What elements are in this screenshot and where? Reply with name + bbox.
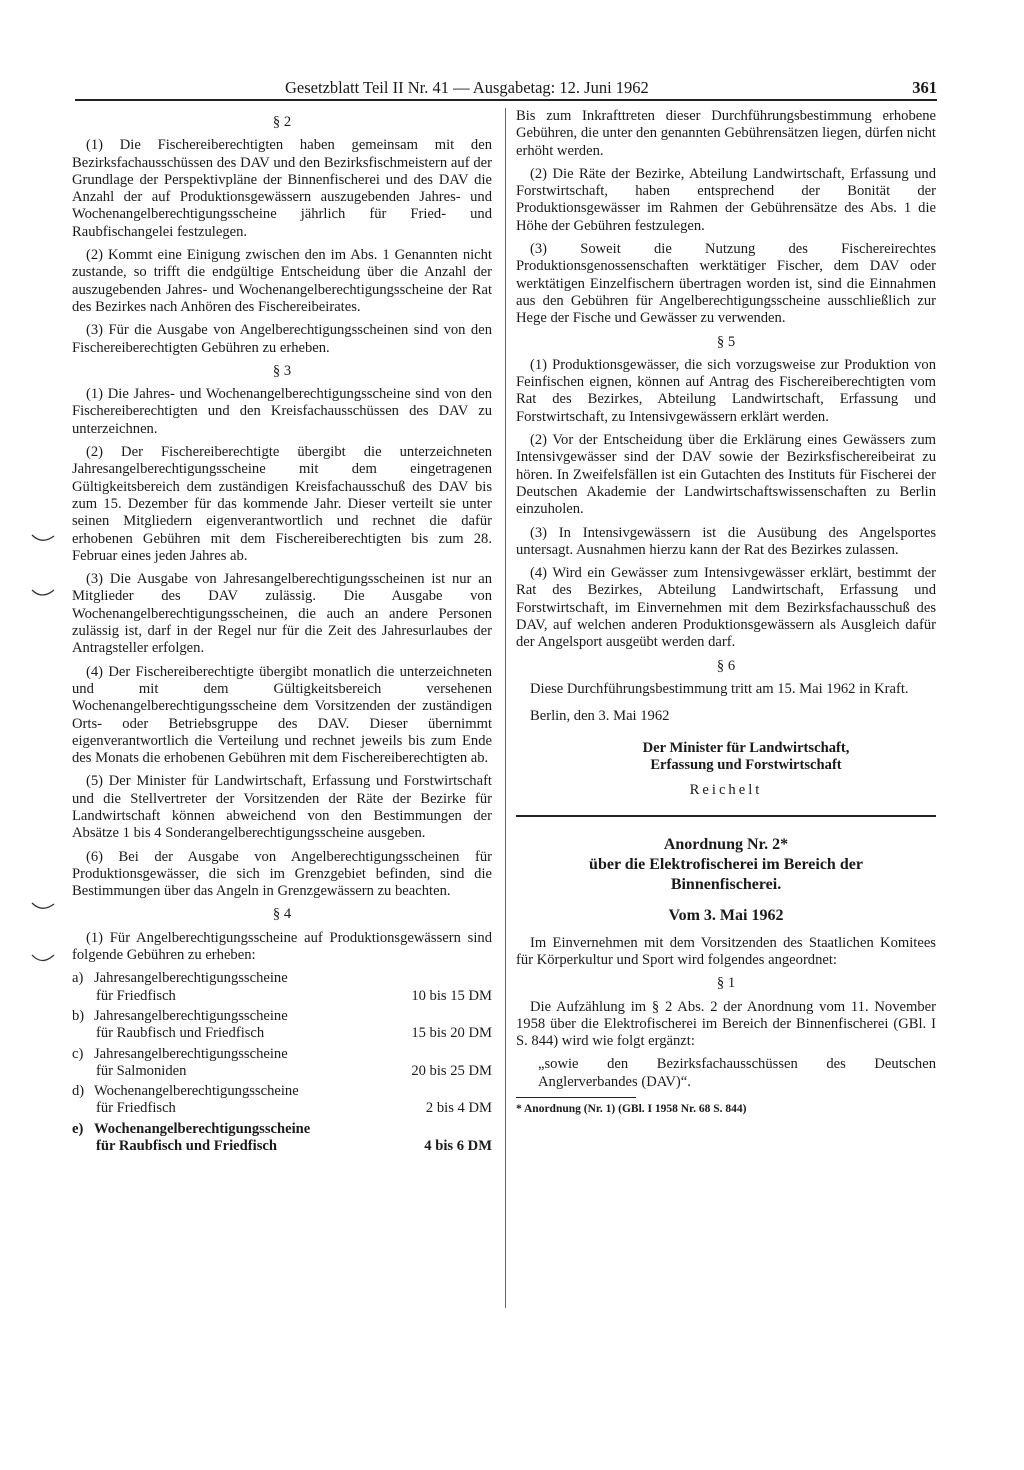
fee-line2: für Friedfisch: [96, 987, 176, 1004]
paragraph: (2) Die Räte der Bezirke, Abteilung Landwirtschaft, Erfassung und Forstwirtschaft, haben entsprechend der Bonität der Produktionsgewässer im Rahmen der Gebührensätze des Abs. 1 die Höhe der Gebühren festzulegen.: [516, 165, 936, 234]
margin-marks: [30, 0, 70, 1000]
fee-amount: 20 bis 25 DM: [411, 1062, 492, 1079]
paragraph: (2) Vor der Entscheidung über die Erklärung eines Gewässers zum Intensivgewässer sind der DAV sowie der Bezirksfischereibeirat zu hören. In Zweifelsfällen ist ein Gutachten des Instituts für Fischerei der Deutschen Akademie der Landwirtschaftswissenschaften zu Berlin einzuholen.: [516, 432, 936, 518]
paragraph: Im Einvernehmen mit dem Vorsitzenden des Staatlichen Komitees für Körperkultur und Sport wird folgendes angeordnet:: [516, 934, 936, 968]
section-rule: [516, 815, 936, 817]
section-heading-5: § 5: [716, 333, 736, 350]
fee-amount: 2 bis 4 DM: [425, 1100, 492, 1117]
paragraph: (1) Die Fischereiberechtigten haben gemeinsam mit den Bezirksfachausschüssen des DAV und den Bezirksfischmeistern auf der Grundlage der Perspektivpläne der Binnenfischerei und des DAV die Anzahl der auf Produktionsgewässern auszugebenden Jahres- und Wochenangelberechtigungsscheine jährlich für Fried- und Raubfischangelei festzulegen.: [72, 137, 492, 240]
margin-mark-3: [32, 903, 54, 908]
paragraph: (6) Bei der Ausgabe von Angelberechtigungsscheinen für Produktionsgewässer, die sich im Grenzgebiet befinden, sind die Bestimmungen über das Angeln in Grenzgewässern zu beachten.: [72, 848, 492, 900]
signature-org-line1: Der Minister für Landwirtschaft,: [642, 739, 850, 756]
fee-line1: Jahresangelberechtigungsscheine: [94, 1045, 288, 1062]
paragraph: (3) Für die Ausgabe von Angelberechtigungsscheinen sind von den Fischereiberechtigten Gebühren zu erheben.: [72, 322, 492, 356]
fee-item: [72, 970, 492, 1005]
paragraph: (3) Die Ausgabe von Jahresangelberechtigungsscheinen ist nur an Mitglieder des DAV zulässig. Die Ausgabe von Wochenangelberechtigungsscheinen, die auch an andere Personen zulässig ist, darf in der Regel nur für die Zeit des Jahresurlaubes der Antragsteller erfolgen.: [72, 571, 492, 657]
fee-amount: 4 bis 6 DM: [424, 1138, 492, 1155]
fee-item: [72, 1046, 492, 1081]
fee-letter: a): [72, 970, 84, 987]
fee-line1: Jahresangelberechtigungsscheine: [94, 970, 288, 987]
fee-line1: Wochenangelberechtigungsscheine: [94, 1083, 299, 1100]
paragraph: (1) Die Jahres- und Wochenangelberechtigungsscheine sind von den Fischereiberechtigten und den Kreisfachausschüssen des DAV zu unterzeichnen.: [72, 386, 492, 437]
footnote-rule: [516, 1097, 636, 1098]
fee-letter: e): [72, 1120, 84, 1137]
paragraph: (3) Soweit die Nutzung des Fischereirechtes Produktionsgenossenschaften werktätiger Fischer, dem DAV oder werktätigen Einzelfischern übertragen worden ist, sind die Einnahmen aus den Gebühren für Angelberechtigungsscheine ausschließlich zur Hege der Fische und Gewässer zu verwenden.: [516, 241, 936, 327]
paragraph: Diese Durchführungsbestimmung tritt am 15. Mai 1962 in Kraft.: [530, 680, 909, 697]
fee-line1: Wochenangelberechtigungsscheine: [94, 1120, 311, 1137]
fee-amount: 15 bis 20 DM: [411, 1025, 492, 1042]
signature-org-line2: Erfassung und Forstwirtschaft: [650, 756, 842, 773]
paragraph: (1) Produktionsgewässer, die sich vorzugsweise zur Produktion von Feinfischen eignen, können auf Antrag des Fischereiberechtigten vom Rat des Bezirkes, Abteilung Landwirtschaft, Erfassung und Forstwirtschaft, zu Intensivgewässern erklärt werden.: [516, 356, 936, 425]
fee-item: [72, 1121, 492, 1156]
paragraph: (2) Kommt eine Einigung zwischen den im Abs. 1 Genannten nicht zustande, so trifft die endgültige Entscheidung über die Anzahl der auszugebenden Jahres- und Wochenangelberechtigungsscheine der Rat des Bezirkes nach Anhören des Fischereibeirates.: [72, 247, 492, 315]
paragraph: (1) Für Angelberechtigungsscheine auf Produktionsgewässern sind folgende Gebühren zu erheben:: [72, 929, 492, 964]
margin-mark-2: [32, 590, 54, 595]
fee-line2: für Raubfisch und Friedfisch: [96, 1025, 265, 1042]
column-divider: [505, 108, 506, 1308]
ordinance-title-line3: Binnenfischerei.: [670, 876, 782, 894]
fee-line2: für Friedfisch: [96, 1100, 176, 1117]
fee-item: [72, 1008, 492, 1043]
ordinance-title-line2: über die Elektrofischerei im Bereich der: [589, 856, 863, 874]
page-number: 361: [912, 78, 937, 97]
paragraph-continued: Bis zum Inkrafttreten dieser Durchführungsbestimmung erhobene Gebühren, die unter den genannten Gebührensätzen liegen, dürfen nicht erhöht werden.: [516, 108, 936, 159]
date-line: Berlin, den 3. Mai 1962: [530, 708, 670, 725]
footnote: * Anordnung (Nr. 1) (GBl. I 1958 Nr. 68 S. 844): [516, 1103, 747, 1116]
header-title: Gesetzblatt Teil II Nr. 41 — Ausgabetag: 12. Juni 1962: [285, 78, 649, 97]
paragraph: (3) In Intensivgewässern ist die Ausübung des Angelsportes untersagt. Ausnahmen hierzu kann der Rat des Bezirkes zulassen.: [516, 524, 936, 558]
fee-letter: b): [72, 1007, 85, 1024]
left-column: [72, 108, 492, 1158]
header-rule: [75, 99, 937, 101]
section-heading-3: § 3: [272, 362, 292, 379]
fee-line2: für Salmoniden: [96, 1062, 187, 1079]
ordinance-title-line1: Anordnung Nr. 2*: [663, 836, 789, 854]
right-column: [516, 108, 936, 1118]
fee-letter: c): [72, 1045, 84, 1062]
margin-mark-1: [32, 535, 54, 540]
signature-name: Reichelt: [689, 782, 763, 799]
paragraph: Die Aufzählung im § 2 Abs. 2 der Anordnung vom 11. November 1958 über die Elektrofischerei im Bereich der Binnenfischerei (GBl. I S. 844) wird wie folgt ergänzt:: [516, 998, 936, 1050]
paragraph: (5) Der Minister für Landwirtschaft, Erfassung und Forstwirtschaft und die Stellvertreter der Vorsitzenden der Räte der Bezirke für Landwirtschaft können abweichend von den Bestimmungen der Absätze 1 bis 4 Sonderangelberechtigungsscheine ausgeben.: [72, 773, 492, 842]
fee-line1: Jahresangelberechtigungsscheine: [94, 1007, 288, 1024]
section-heading-4: § 4: [272, 906, 292, 923]
page-header: [75, 74, 937, 98]
section-heading-2: § 2: [272, 114, 292, 130]
fee-item: [72, 1083, 492, 1118]
fee-list: [72, 970, 492, 1155]
quoted-amendment: „sowie den Bezirksfachausschüssen des Deutschen Anglerverbandes (DAV)“.: [538, 1056, 936, 1090]
ordinance-section-heading-1: § 1: [716, 975, 736, 992]
paragraph: (2) Der Fischereiberechtigte übergibt die unterzeichneten Jahresangelberechtigungsscheine mit dem eingetragenen Gültigkeitsbereich dem zuständigen Kreisfachausschuß des DAV bis zum 15. Dezember für das kommende Jahr. Dieser verteilt sie unter seinen Mitgliedern eigenverantwortlich und rechnet die dafür erhobenen Gebühren mit dem Fischereiberechtigten bis zum 28. Februar eines jeden Jahres ab.: [72, 444, 492, 564]
ordinance-date: Vom 3. Mai 1962: [668, 907, 784, 925]
paragraph: (4) Der Fischereiberechtigte übergibt monatlich die unterzeichneten und mit dem Gültigkeitsbereich versehenen Wochenangelberechtigungsscheine dem Vorsitzenden der zuständigen Orts- oder Betriebsgruppe des DAV. Dieser übernimmt eigenverantwortlich die Verteilung und rechnet jeweils bis zum Ende des Monats die erhobenen Gebühren mit dem Fischereiberechtigten ab.: [72, 663, 492, 767]
fee-line2: für Raubfisch und Friedfisch: [96, 1138, 277, 1155]
fee-amount: 10 bis 15 DM: [411, 987, 492, 1004]
section-heading-6: § 6: [716, 657, 736, 674]
margin-mark-4: [32, 955, 54, 961]
paragraph: (4) Wird ein Gewässer zum Intensivgewässer erklärt, bestimmt der Rat des Bezirkes, Abteilung Landwirtschaft, Erfassung und Forstwirtschaft, im Einvernehmen mit dem Bezirksfachausschuß des DAV, auf welchen anderen Produktionsgewässern als Ausgleich dafür der Angelsport ausgeübt werden darf.: [516, 565, 936, 651]
fee-letter: d): [72, 1083, 85, 1100]
